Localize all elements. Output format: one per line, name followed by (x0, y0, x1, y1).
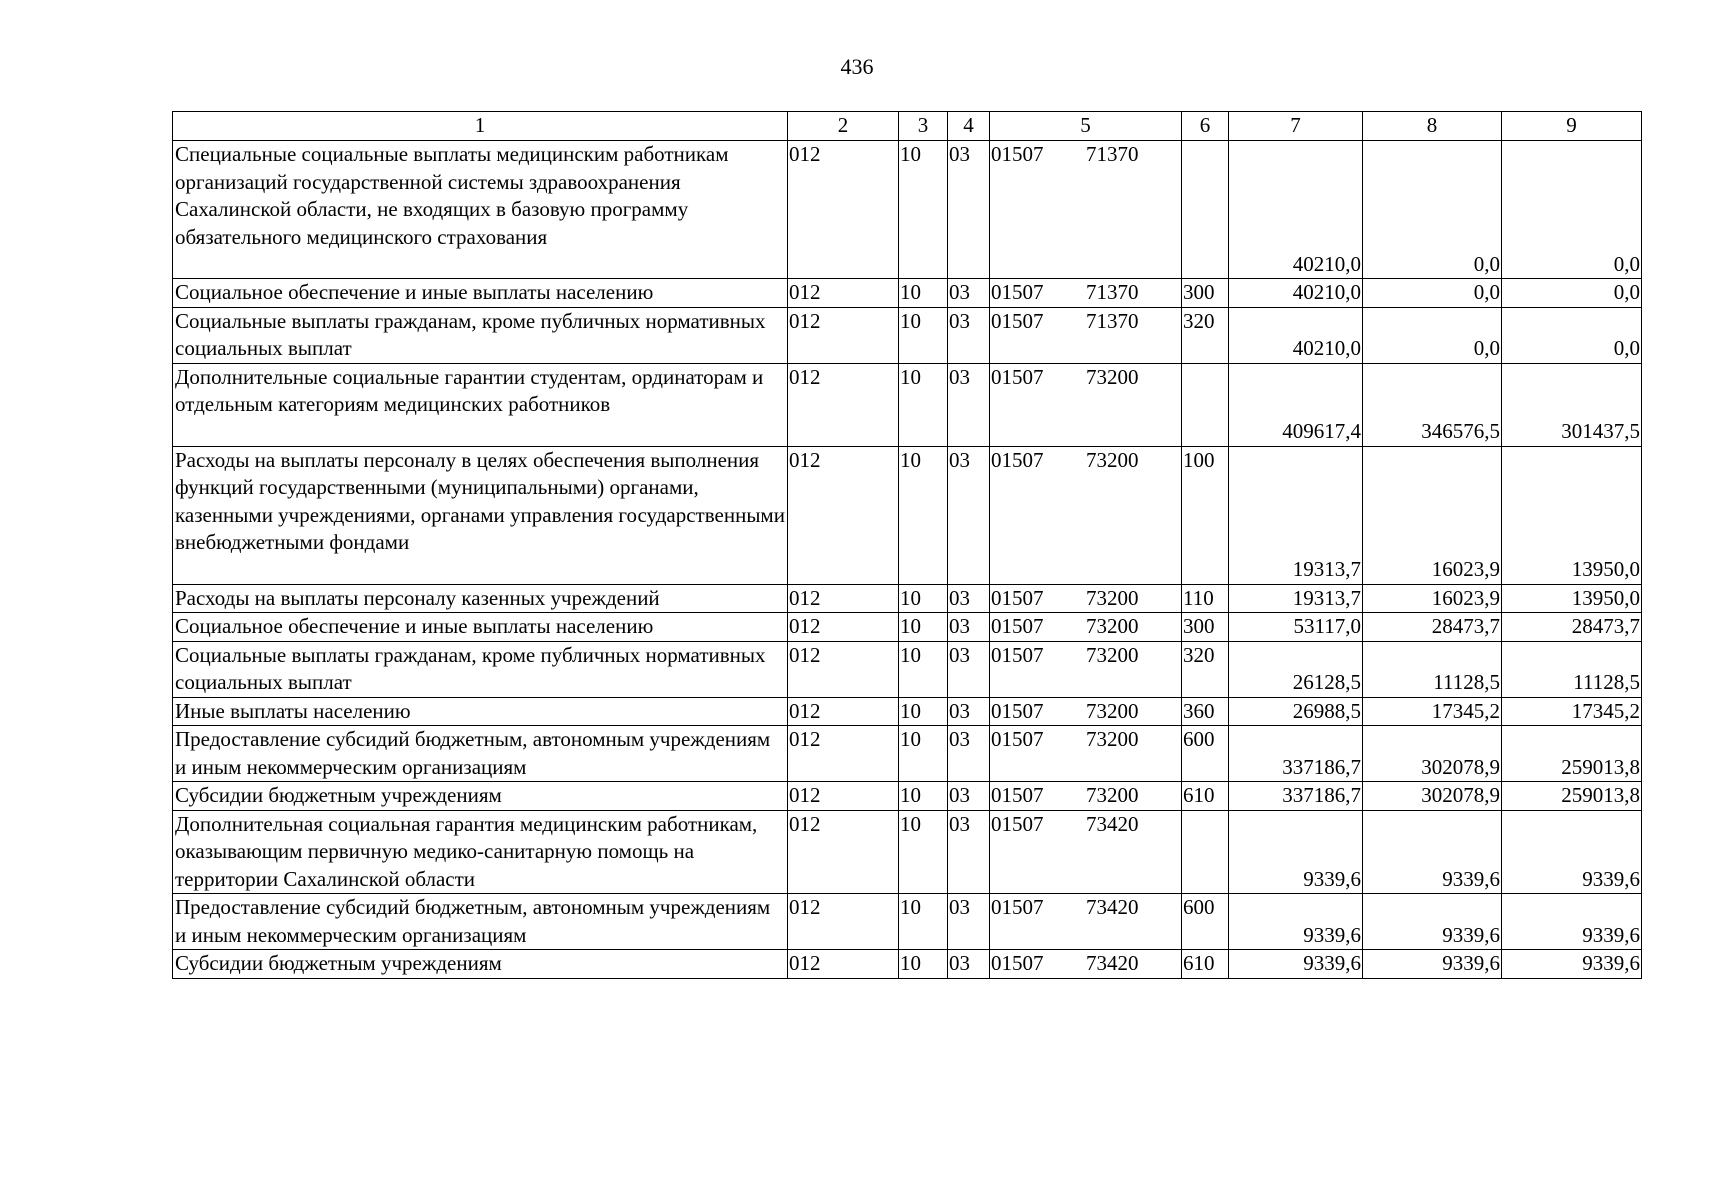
amount-col9-cell: 17345,2 (1502, 697, 1642, 726)
target-item-cell (990, 641, 1182, 697)
table-row (173, 363, 1642, 446)
target-item-direction-code: 73200 (1086, 642, 1139, 667)
ministry-code-cell: 012 (788, 279, 899, 308)
section-code-cell: 10 (899, 307, 948, 363)
expense-name-cell: Расходы на выплаты персоналу в целях обеспечения выполнения функций государственными (муниципальными) органами, казенными учреждениями, органами управления государственными внебюджетными фондами (173, 446, 788, 584)
target-item-direction-code: 73420 (1086, 951, 1139, 975)
section-code-cell: 10 (899, 141, 948, 279)
expense-type-code-cell: 600 (1182, 894, 1229, 950)
expense-type-code-cell (1182, 810, 1229, 894)
amount-col8-cell: 0,0 (1363, 279, 1502, 308)
target-item-program-code: 01507 (991, 280, 1044, 304)
subsection-code-cell: 03 (948, 613, 990, 642)
column-header: 3 (899, 112, 948, 141)
target-item-direction-code: 71370 (1086, 280, 1139, 304)
page-number: 436 (840, 54, 874, 79)
target-item-program-code: 01507 (991, 642, 1044, 667)
column-header: 9 (1502, 112, 1642, 141)
table-row (173, 641, 1642, 697)
target-item-program-code: 01507 (991, 364, 1044, 389)
amount-col8-cell: 0,0 (1363, 141, 1502, 279)
target-item-program-code: 01507 (991, 783, 1044, 807)
subsection-code-cell: 03 (948, 950, 990, 979)
table-row (173, 894, 1642, 950)
target-item-cell (990, 950, 1182, 979)
section-code-cell: 10 (899, 446, 948, 584)
table-row (173, 446, 1642, 584)
target-item-cell (990, 613, 1182, 642)
amount-col8-cell: 28473,7 (1363, 613, 1502, 642)
ministry-code-cell: 012 (788, 697, 899, 726)
section-code-cell: 10 (899, 613, 948, 642)
amount-col9-cell: 9339,6 (1502, 810, 1642, 894)
target-item-direction-code: 73200 (1086, 585, 1139, 610)
amount-col9-cell: 259013,8 (1502, 782, 1642, 811)
column-header: 4 (948, 112, 990, 141)
target-item-program-code: 01507 (991, 614, 1044, 638)
amount-col9-cell: 13950,0 (1502, 584, 1642, 613)
ministry-code-cell: 012 (788, 950, 899, 979)
amount-col7-cell: 9339,6 (1229, 894, 1363, 950)
target-item-direction-code: 73420 (1086, 811, 1139, 836)
column-header: 5 (990, 112, 1182, 141)
table-row (173, 810, 1642, 894)
target-item-program-code: 01507 (991, 308, 1044, 333)
amount-col9-cell: 9339,6 (1502, 894, 1642, 950)
amount-col9-cell: 0,0 (1502, 279, 1642, 308)
ministry-code-cell: 012 (788, 641, 899, 697)
target-item-cell (990, 894, 1182, 950)
expense-name-cell: Субсидии бюджетным учреждениям (173, 950, 788, 979)
amount-col9-cell: 28473,7 (1502, 613, 1642, 642)
section-code-cell: 10 (899, 950, 948, 979)
section-code-cell: 10 (899, 894, 948, 950)
expense-name-cell: Расходы на выплаты персоналу казенных учреждений (173, 584, 788, 613)
subsection-code-cell: 03 (948, 446, 990, 584)
ministry-code-cell: 012 (788, 446, 899, 584)
section-code-cell: 10 (899, 279, 948, 308)
ministry-code-cell: 012 (788, 307, 899, 363)
expense-name-cell: Дополнительная социальная гарантия медицинским работникам, оказывающим первичную медико-санитарную помощь на территории Сахалинской области (173, 810, 788, 894)
amount-col8-cell: 9339,6 (1363, 810, 1502, 894)
ministry-code-cell: 012 (788, 141, 899, 279)
subsection-code-cell: 03 (948, 894, 990, 950)
subsection-code-cell: 03 (948, 584, 990, 613)
amount-col9-cell: 0,0 (1502, 141, 1642, 279)
expense-name-cell: Предоставление субсидий бюджетным, автономным учреждениям и иным некоммерческим организациям (173, 894, 788, 950)
expense-type-code-cell: 300 (1182, 279, 1229, 308)
expense-name-cell: Социальное обеспечение и иные выплаты населению (173, 613, 788, 642)
target-item-direction-code: 73420 (1086, 895, 1139, 919)
target-item-direction-code: 73200 (1086, 364, 1139, 389)
amount-col7-cell: 40210,0 (1229, 141, 1363, 279)
table-body (173, 141, 1642, 979)
subsection-code-cell: 03 (948, 697, 990, 726)
target-item-direction-code: 71370 (1086, 308, 1139, 333)
target-item-program-code: 01507 (991, 895, 1044, 919)
amount-col7-cell: 9339,6 (1229, 950, 1363, 979)
target-item-direction-code: 71370 (1086, 142, 1139, 166)
ministry-code-cell: 012 (788, 726, 899, 782)
section-code-cell: 10 (899, 782, 948, 811)
ministry-code-cell: 012 (788, 782, 899, 811)
ministry-code-cell: 012 (788, 810, 899, 894)
amount-col8-cell: 9339,6 (1363, 950, 1502, 979)
amount-col8-cell: 0,0 (1363, 307, 1502, 363)
target-item-cell (990, 279, 1182, 308)
amount-col9-cell: 11128,5 (1502, 641, 1642, 697)
amount-col7-cell: 53117,0 (1229, 613, 1363, 642)
amount-col9-cell: 9339,6 (1502, 950, 1642, 979)
target-item-program-code: 01507 (991, 585, 1044, 610)
ministry-code-cell: 012 (788, 584, 899, 613)
amount-col8-cell: 346576,5 (1363, 363, 1502, 446)
table-row (173, 141, 1642, 279)
target-item-program-code: 01507 (991, 727, 1044, 751)
amount-col9-cell: 259013,8 (1502, 726, 1642, 782)
subsection-code-cell: 03 (948, 363, 990, 446)
table-row (173, 613, 1642, 642)
amount-col9-cell: 301437,5 (1502, 363, 1642, 446)
target-item-program-code: 01507 (991, 811, 1044, 836)
target-item-direction-code: 73200 (1086, 783, 1139, 807)
amount-col8-cell: 9339,6 (1363, 894, 1502, 950)
section-code-cell: 10 (899, 363, 948, 446)
subsection-code-cell: 03 (948, 279, 990, 308)
expense-name-cell: Социальные выплаты гражданам, кроме публичных нормативных социальных выплат (173, 307, 788, 363)
amount-col8-cell: 11128,5 (1363, 641, 1502, 697)
expense-type-code-cell: 610 (1182, 782, 1229, 811)
target-item-direction-code: 73200 (1086, 727, 1139, 751)
table-row (173, 726, 1642, 782)
subsection-code-cell: 03 (948, 810, 990, 894)
expense-name-cell: Субсидии бюджетным учреждениям (173, 782, 788, 811)
amount-col8-cell: 16023,9 (1363, 584, 1502, 613)
expense-type-code-cell: 360 (1182, 697, 1229, 726)
column-header: 2 (788, 112, 899, 141)
target-item-cell (990, 584, 1182, 613)
amount-col7-cell: 19313,7 (1229, 584, 1363, 613)
expense-type-code-cell (1182, 141, 1229, 279)
section-code-cell: 10 (899, 641, 948, 697)
target-item-program-code: 01507 (991, 698, 1044, 723)
target-item-direction-code: 73200 (1086, 614, 1139, 638)
expense-type-code-cell: 110 (1182, 584, 1229, 613)
amount-col8-cell: 302078,9 (1363, 782, 1502, 811)
target-item-cell (990, 363, 1182, 446)
section-code-cell: 10 (899, 726, 948, 782)
target-item-cell (990, 697, 1182, 726)
subsection-code-cell: 03 (948, 307, 990, 363)
ministry-code-cell: 012 (788, 613, 899, 642)
table-row (173, 697, 1642, 726)
amount-col7-cell: 40210,0 (1229, 307, 1363, 363)
subsection-code-cell: 03 (948, 141, 990, 279)
expense-name-cell: Социальные выплаты гражданам, кроме публичных нормативных социальных выплат (173, 641, 788, 697)
expense-type-code-cell: 600 (1182, 726, 1229, 782)
amount-col7-cell: 19313,7 (1229, 446, 1363, 584)
target-item-program-code: 01507 (991, 142, 1044, 166)
expense-name-cell: Социальное обеспечение и иные выплаты населению (173, 279, 788, 308)
expense-type-code-cell: 610 (1182, 950, 1229, 979)
ministry-code-cell: 012 (788, 363, 899, 446)
column-header: 7 (1229, 112, 1363, 141)
expense-name-cell: Предоставление субсидий бюджетным, автономным учреждениям и иным некоммерческим организациям (173, 726, 788, 782)
column-header: 6 (1182, 112, 1229, 141)
expense-name-cell: Специальные социальные выплаты медицинским работникам организаций государственной системы здравоохранения Сахалинской области, не входящих в базовую программу обязательного медицинского страхования (173, 141, 788, 279)
amount-col7-cell: 26128,5 (1229, 641, 1363, 697)
target-item-direction-code: 73200 (1086, 698, 1139, 723)
amount-col7-cell: 26988,5 (1229, 697, 1363, 726)
amount-col7-cell: 337186,7 (1229, 726, 1363, 782)
target-item-direction-code: 73200 (1086, 447, 1139, 472)
section-code-cell: 10 (899, 584, 948, 613)
table-row (173, 782, 1642, 811)
table-row (173, 950, 1642, 979)
table-row (173, 584, 1642, 613)
subsection-code-cell: 03 (948, 726, 990, 782)
table-row (173, 279, 1642, 308)
amount-col8-cell: 17345,2 (1363, 697, 1502, 726)
target-item-cell (990, 141, 1182, 279)
header-row (173, 112, 1642, 141)
target-item-cell (990, 726, 1182, 782)
amount-col7-cell: 9339,6 (1229, 810, 1363, 894)
amount-col8-cell: 302078,9 (1363, 726, 1502, 782)
amount-col8-cell: 16023,9 (1363, 446, 1502, 584)
expense-type-code-cell: 100 (1182, 446, 1229, 584)
amount-col7-cell: 40210,0 (1229, 279, 1363, 308)
amount-col7-cell: 409617,4 (1229, 363, 1363, 446)
target-item-cell (990, 446, 1182, 584)
target-item-cell (990, 307, 1182, 363)
subsection-code-cell: 03 (948, 782, 990, 811)
expense-type-code-cell: 320 (1182, 307, 1229, 363)
target-item-cell (990, 782, 1182, 811)
ministry-code-cell: 012 (788, 894, 899, 950)
target-item-cell (990, 810, 1182, 894)
column-header: 1 (173, 112, 788, 141)
table-row (173, 307, 1642, 363)
amount-col7-cell: 337186,7 (1229, 782, 1363, 811)
amount-col9-cell: 0,0 (1502, 307, 1642, 363)
expense-type-code-cell: 320 (1182, 641, 1229, 697)
column-header: 8 (1363, 112, 1502, 141)
budget-table (172, 111, 1642, 979)
expense-type-code-cell (1182, 363, 1229, 446)
expense-type-code-cell: 300 (1182, 613, 1229, 642)
amount-col9-cell: 13950,0 (1502, 446, 1642, 584)
target-item-program-code: 01507 (991, 447, 1044, 472)
section-code-cell: 10 (899, 697, 948, 726)
section-code-cell: 10 (899, 810, 948, 894)
expense-name-cell: Иные выплаты населению (173, 697, 788, 726)
target-item-program-code: 01507 (991, 951, 1044, 975)
expense-name-cell: Дополнительные социальные гарантии студентам, ординаторам и отдельным категориям медицинских работников (173, 363, 788, 446)
subsection-code-cell: 03 (948, 641, 990, 697)
